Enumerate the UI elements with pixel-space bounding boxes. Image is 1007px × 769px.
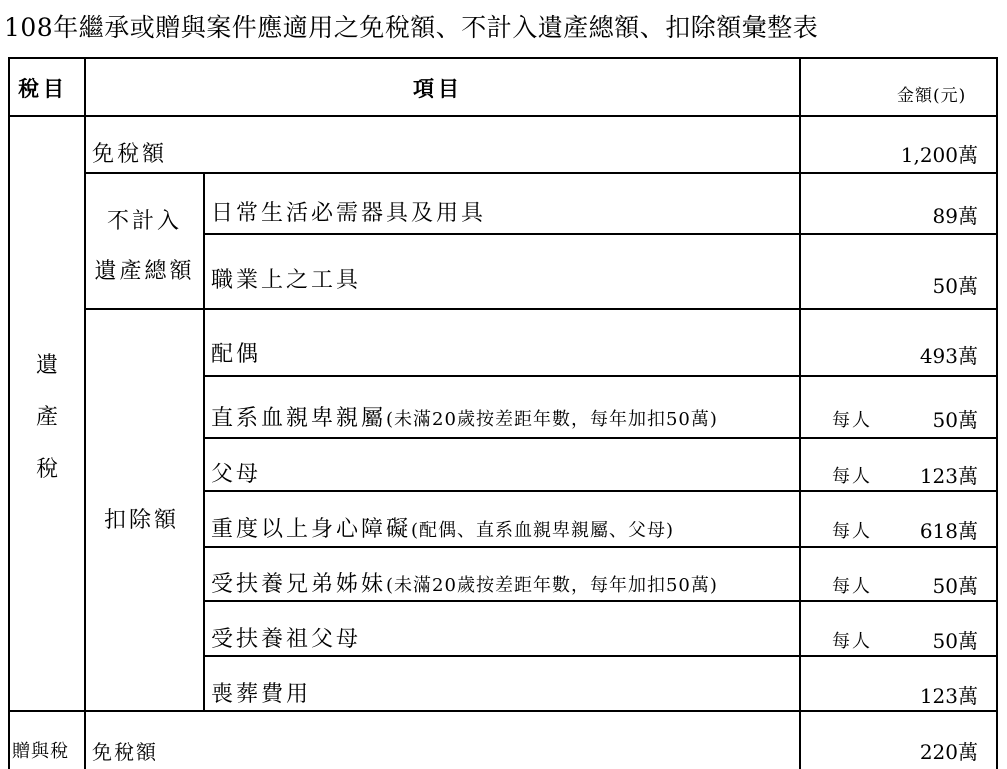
deduction-category-label: 扣除額 [104,508,180,533]
deduction-item-name: 直系血親卑親屬 [211,406,387,431]
estate-tax-label-char: 稅 [35,457,58,482]
deduction-item-name: 父母 [211,462,262,487]
row-line-header [8,115,998,117]
deduction-item-name: 受扶養兄弟姊妹 [211,572,387,597]
gift-exemption-label: 免稅額 [92,740,158,764]
estate-tax-label-char: 遺 [35,353,58,378]
deduction-item-name: 配偶 [211,342,262,367]
header-item: 項目 [413,76,463,101]
column-line-category [203,173,205,711]
estate-tax-label [32,340,62,496]
row-line-excluded-1 [203,233,998,235]
column-line-amount [799,57,801,769]
row-line-deduction-1 [203,375,998,377]
row-line-estate-end [8,710,998,712]
excluded-category-label [86,197,203,297]
deduction-item-amount: 123萬 [919,684,978,708]
excluded-item-label: 日常生活必需器具及用具 [211,201,487,226]
table-border-top [8,57,998,59]
deduction-item-label [211,622,361,653]
header-amount: 金額(元) [897,86,967,106]
column-line-tax-type [84,57,86,769]
deduction-item-per: 每人 [832,576,872,597]
deduction-item-amount: 50萬 [932,629,978,653]
deduction-item-note: (配偶、直系血親卑親屬、父母) [411,520,675,541]
deduction-item-amount: 618萬 [919,519,978,543]
deduction-item-amount: 493萬 [919,344,978,368]
deduction-item-amount: 123萬 [919,464,978,488]
deduction-item-label [211,401,718,432]
row-line-deduction-2 [203,437,998,439]
gift-tax-label: 贈與稅 [12,741,69,762]
deduction-item-per: 每人 [832,410,872,431]
row-line-deduction-4 [203,546,998,548]
row-line-excluded-2 [84,308,998,310]
excluded-item-amount: 89萬 [932,204,978,228]
deduction-item-amount: 50萬 [932,574,978,598]
estate-exemption-label: 免稅額 [92,142,168,167]
row-line-deduction-3 [203,490,998,492]
excluded-item-amount: 50萬 [932,274,978,298]
estate-tax-label-char: 產 [35,405,58,430]
gift-exemption-amount: 220萬 [919,740,978,764]
deduction-item-label [211,567,718,598]
table-border-left [8,57,10,769]
deduction-item-label [211,677,311,708]
deduction-item-per: 每人 [832,466,872,487]
page-title: 108年繼承或贈與案件應適用之免稅額、不計入遺產總額、扣除額彙整表 [4,13,819,42]
deduction-item-per: 每人 [832,631,872,652]
estate-exemption-amount: 1,200萬 [900,143,978,167]
header-tax-type: 稅目 [18,76,68,101]
deduction-item-amount: 50萬 [932,408,978,432]
deduction-item-name: 受扶養祖父母 [211,627,362,652]
deduction-item-label [211,457,261,488]
excluded-category-line1: 不計入 [106,209,182,234]
deduction-item-label [211,337,261,368]
excluded-category-line2: 遺產總額 [94,259,195,284]
row-line-deduction-5 [203,600,998,602]
row-line-exemption [84,172,998,174]
tax-summary-table [8,57,998,769]
row-line-deduction-6 [203,655,998,657]
excluded-item-label: 職業上之工具 [211,268,362,293]
deduction-item-name: 重度以上身心障礙 [211,517,412,542]
deduction-item-name: 喪葬費用 [211,682,312,707]
deduction-item-note: (未滿20歲按差距年數，每年加扣50萬) [386,409,718,430]
table-border-right [996,57,998,769]
deduction-item-per: 每人 [832,521,872,542]
deduction-item-label [211,512,674,543]
deduction-item-note: (未滿20歲按差距年數，每年加扣50萬) [386,575,718,596]
